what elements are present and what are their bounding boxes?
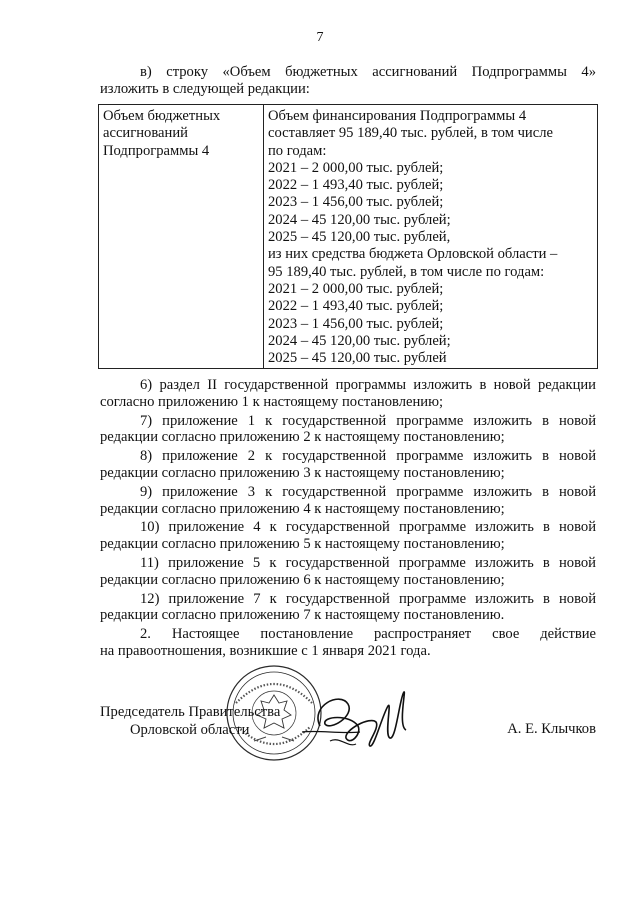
- paragraph-continuation: редакции согласно приложению 5 к настоящему постановлению;: [100, 536, 505, 553]
- value-line: 2023 – 1 456,00 тыс. рублей;: [268, 315, 444, 332]
- signatory-title: [100, 703, 280, 739]
- subprogram-budget-table: [98, 104, 598, 369]
- value-line: 2021 – 2 000,00 тыс. рублей;: [268, 159, 444, 176]
- value-line: 2022 – 1 493,40 тыс. рублей;: [268, 177, 444, 194]
- paragraph-first-line: 6) раздел II государственной программы изложить в новой редакции: [140, 377, 596, 393]
- paragraph-continuation: редакции согласно приложению 2 к настоящему постановлению;: [100, 429, 505, 446]
- value-line: Объем финансирования Подпрограммы 4: [268, 108, 527, 124]
- value-line: из них средства бюджета Орловской области –: [268, 246, 558, 263]
- label-line: ассигнований: [103, 125, 188, 142]
- value-line: 2025 – 45 120,00 тыс. рублей: [268, 350, 447, 367]
- table-row: [99, 105, 598, 369]
- value-line: 2025 – 45 120,00 тыс. рублей,: [268, 229, 451, 246]
- value-line: 2024 – 45 120,00 тыс. рублей;: [268, 332, 451, 349]
- document-body: [100, 377, 596, 660]
- signatory-title-line-2: Орловской области: [130, 722, 250, 738]
- paragraph-first-line: 11) приложение 5 к государственной программе изложить в новой: [140, 554, 596, 571]
- table-label-cell: [99, 105, 264, 369]
- signatory-title-line-1: Председатель Правительства: [100, 704, 281, 720]
- paragraph-first-line: 12) приложение 7 к государственной программе изложить в новой: [140, 590, 596, 607]
- paragraph-first-line: 8) приложение 2 к государственной программе изложить в новой: [140, 448, 596, 465]
- handwritten-signature: [300, 686, 415, 761]
- value-line: составляет 95 189,40 тыс. рублей, в том числе: [268, 125, 553, 142]
- paragraph-continuation: редакции согласно приложению 3 к настоящему постановлению;: [100, 464, 505, 481]
- paragraph-continuation: на правоотношения, возникшие с 1 января 2021 года.: [100, 642, 431, 659]
- paragraph-first-line: 7) приложение 1 к государственной программе изложить в новой: [140, 412, 596, 429]
- value-line: 2023 – 1 456,00 тыс. рублей;: [268, 194, 444, 211]
- intro-text: [100, 64, 596, 98]
- label-line: Подпрограммы 4: [103, 142, 210, 159]
- value-line: 2024 – 45 120,00 тыс. рублей;: [268, 211, 451, 228]
- paragraph-continuation: редакции согласно приложению 4 к настоящему постановлению;: [100, 500, 505, 517]
- paragraph-first-line: 2. Настоящее постановление распространяет свое действие: [140, 626, 596, 643]
- paragraph-continuation: согласно приложению 1 к настоящему постановлению;: [100, 393, 444, 410]
- paragraph-first-line: 9) приложение 3 к государственной программе изложить в новой: [140, 483, 596, 500]
- label-line: Объем бюджетных: [103, 108, 221, 124]
- signatory-name: А. Е. Клычков: [507, 721, 596, 737]
- value-line: по годам:: [268, 142, 327, 159]
- page-number: 7: [316, 30, 324, 45]
- intro-line-1: в) строку «Объем бюджетных ассигнований Подпрограммы 4»: [140, 64, 596, 80]
- paragraph-continuation: редакции согласно приложению 6 к настоящему постановлению;: [100, 571, 505, 588]
- paragraph-first-line: 10) приложение 4 к государственной программе изложить в новой: [140, 519, 596, 536]
- value-line: 2021 – 2 000,00 тыс. рублей;: [268, 280, 444, 297]
- intro-line-2: изложить в следующей редакции:: [100, 81, 310, 97]
- value-line: 95 189,40 тыс. рублей, в том числе по годам:: [268, 263, 545, 280]
- value-line: 2022 – 1 493,40 тыс. рублей;: [268, 298, 444, 315]
- paragraph-continuation: редакции согласно приложению 7 к настоящему постановлению.: [100, 607, 505, 624]
- table-value-cell: [264, 105, 598, 369]
